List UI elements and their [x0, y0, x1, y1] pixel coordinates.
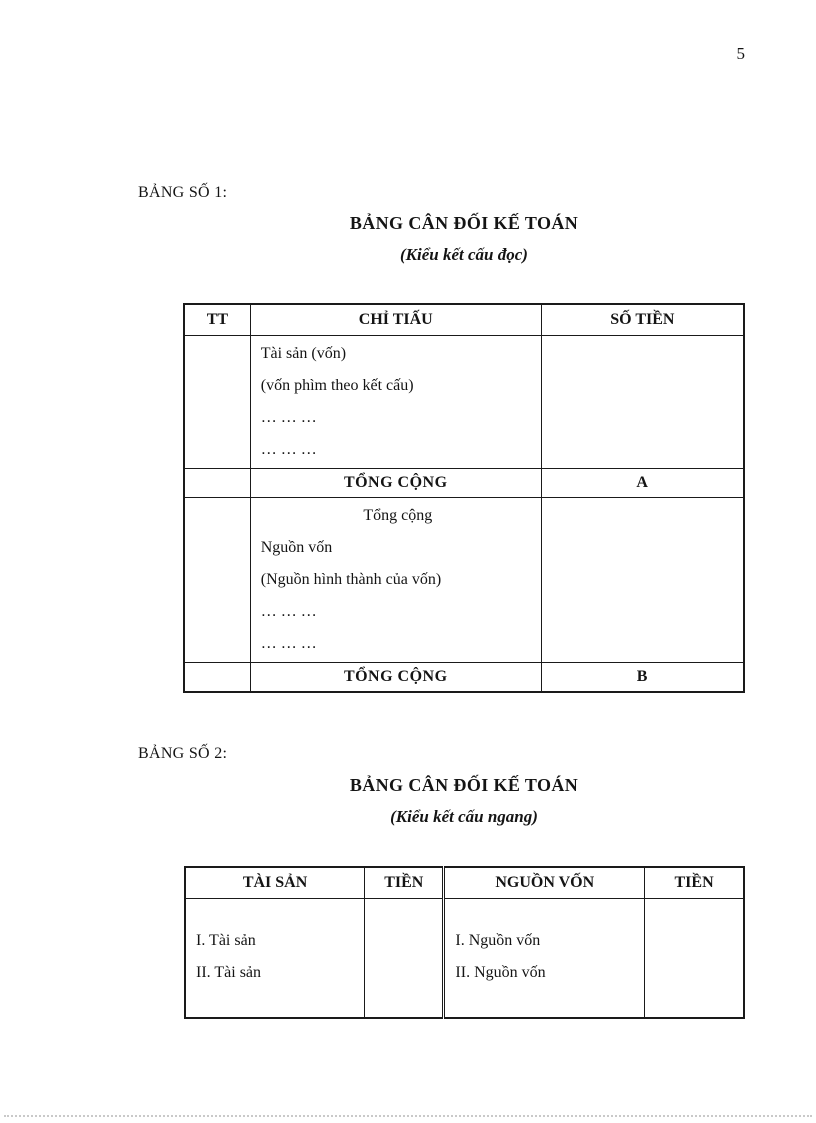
sources-line: (Nguồn hình thành của vốn): [260, 571, 442, 588]
table2-header-row: [185, 867, 744, 899]
section2-subtitle: (Kiểu kết cấu ngang): [390, 807, 538, 826]
table1-header-so-tien: SỐ TIỀN: [541, 304, 744, 336]
source-item: II. Nguồn vốn: [455, 964, 546, 981]
table1-header-tt: TT: [184, 304, 250, 336]
balance-sheet-vertical-table: [183, 303, 745, 693]
empty-cell: [184, 336, 250, 469]
assets-line: Tài sản (vốn): [260, 345, 347, 362]
table1-total-a-row: [184, 469, 744, 498]
page-number: 5: [736, 44, 745, 63]
sources-line: Nguồn vốn: [260, 539, 333, 556]
empty-cell: [645, 899, 744, 1019]
table1-sources-block-row: [184, 498, 744, 663]
asset-item: I. Tài sản: [196, 932, 256, 949]
assets-line: … … …: [260, 441, 317, 458]
empty-cell: [184, 663, 250, 693]
sources-line: … … …: [260, 635, 317, 652]
table2-header-nguon-von: NGUỒN VỐN: [444, 867, 645, 899]
empty-cell: [184, 469, 250, 498]
section1-label: BẢNG SỐ 1:: [138, 184, 228, 201]
section1-title: BẢNG CÂN ĐỐI KẾ TOÁN: [349, 213, 579, 233]
assets-line: … … …: [260, 409, 317, 426]
table1-header-row: [184, 304, 744, 336]
sources-line: … … …: [260, 603, 317, 620]
sources-block-cell: [250, 498, 541, 663]
source-item: I. Nguồn vốn: [455, 932, 541, 949]
table1-header-chi-tieu: CHỈ TIẤU: [250, 304, 541, 336]
table2-header-tai-san: TÀI SẢN: [185, 867, 365, 899]
total-a-value: A: [541, 469, 744, 498]
empty-cell: [541, 498, 744, 663]
empty-cell: [184, 498, 250, 663]
table2-body-row: [185, 899, 744, 1019]
empty-cell: [365, 899, 444, 1019]
sources-line-centered: Tổng cộng: [363, 507, 433, 524]
table1-assets-block-row: [184, 336, 744, 469]
total-b-label: TỔNG CỘNG: [250, 663, 541, 693]
sources-list-cell: [444, 899, 645, 1019]
table1-total-b-row: [184, 663, 744, 693]
section2-label: BẢNG SỐ 2:: [138, 745, 228, 762]
table2-header-tien-left: TIỀN: [365, 867, 444, 899]
assets-list-cell: [185, 899, 365, 1019]
asset-item: II. Tài sản: [196, 964, 262, 981]
empty-cell: [541, 336, 744, 469]
assets-block-cell: [250, 336, 541, 469]
total-b-value: B: [541, 663, 744, 693]
total-a-label: TỔNG CỘNG: [250, 469, 541, 498]
section1-subtitle: (Kiểu kết cấu đọc): [400, 245, 528, 264]
section2-title: BẢNG CÂN ĐỐI KẾ TOÁN: [349, 775, 579, 795]
balance-sheet-horizontal-table: [184, 866, 745, 1019]
table2-header-tien-right: TIỀN: [645, 867, 744, 899]
page-bottom-dotted-line: [4, 1115, 812, 1117]
assets-line: (vốn phìm theo kết cấu): [260, 377, 414, 394]
